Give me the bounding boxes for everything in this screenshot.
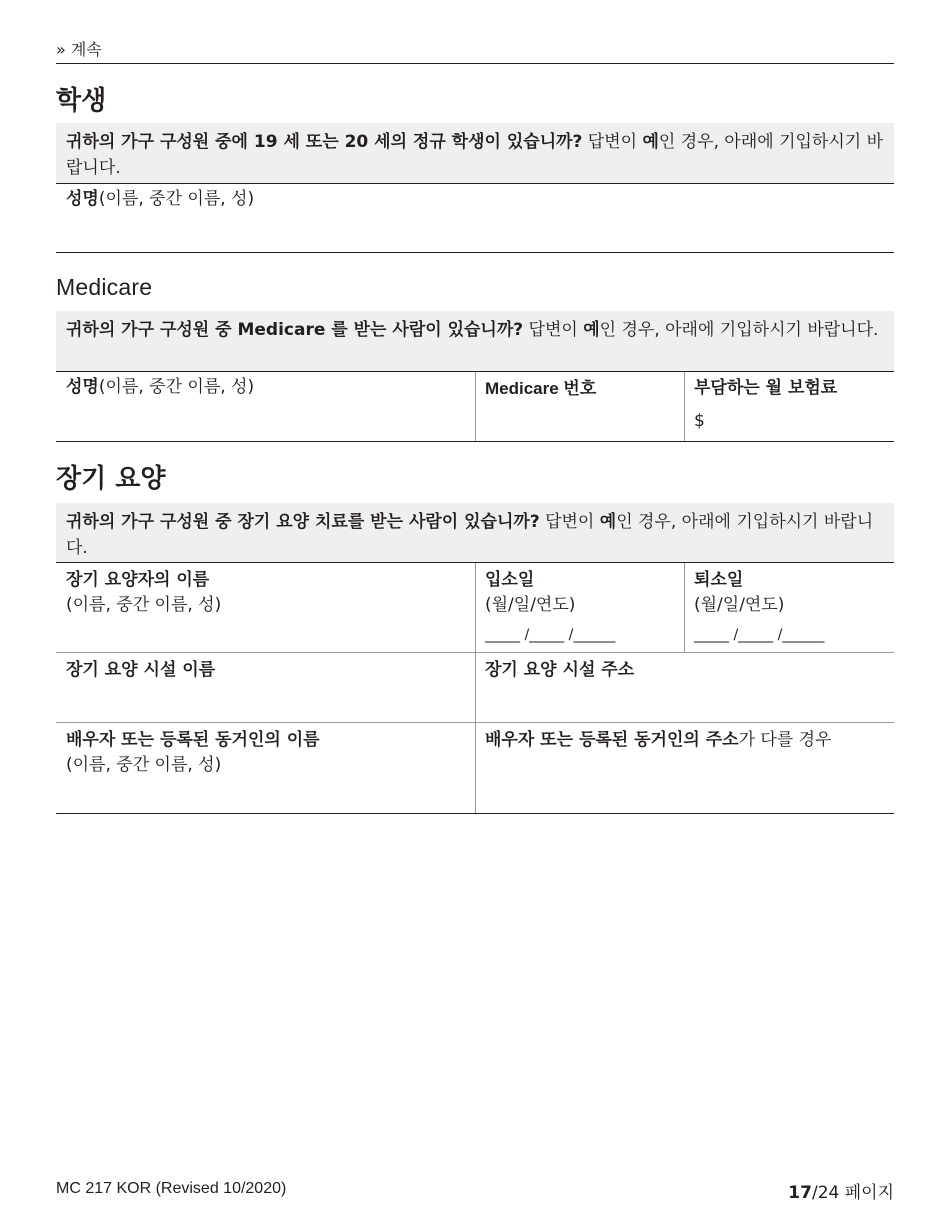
students-question	[56, 123, 894, 184]
ltc-admit-date-field[interactable]	[475, 563, 684, 652]
ltc-resident-name-label: 장기 요양자의 이름	[66, 570, 210, 590]
ltc-spouse-name-hint: (이름, 중간 이름, 성)	[66, 755, 222, 775]
form-id: MC 217 KOR (Revised 10/2020)	[56, 1180, 287, 1197]
ltc-discharge-date-field[interactable]	[684, 563, 894, 652]
medicare-title: Medicare	[56, 274, 153, 300]
ltc-question-rest-1: 답변이	[539, 512, 600, 532]
medicare-question	[56, 311, 894, 372]
students-question-rest-2: 인 경우, 아래에 기입하시기 바랍니다.	[66, 132, 884, 178]
ltc-title: 장기 요양	[56, 464, 166, 494]
medicare-name-field[interactable]	[56, 372, 475, 441]
ltc-spouse-name-label: 배우자 또는 등록된 동거인의 이름	[66, 730, 320, 750]
ltc-discharge-hint: (월/일/연도)	[694, 595, 785, 615]
ltc-facility-address-label: 장기 요양 시설 주소	[485, 660, 635, 680]
ltc-spouse-address-label: 배우자 또는 등록된 동거인의 주소	[485, 730, 739, 750]
ltc-question	[56, 503, 894, 563]
medicare-number-label: Medicare 번호	[485, 379, 597, 398]
ltc-resident-name-field[interactable]	[56, 563, 475, 652]
ltc-admit-date-blank: _____ /_____ /______	[485, 627, 616, 643]
students-question-yes: 예	[642, 132, 659, 152]
ltc-discharge-label: 퇴소일	[694, 570, 744, 590]
students-question-rest-1: 답변이	[582, 132, 643, 152]
ltc-resident-name-hint: (이름, 중간 이름, 성)	[66, 595, 222, 615]
students-title: 학생	[56, 86, 107, 116]
students-table	[56, 184, 894, 253]
medicare-table	[56, 372, 894, 442]
students-name-field[interactable]	[56, 184, 894, 252]
students-name-label: 성명	[66, 189, 99, 209]
medicare-premium-label: 부담하는 월 보험료	[694, 378, 838, 398]
medicare-question-rest-1: 답변이	[523, 320, 584, 340]
ltc-facility-name-label: 장기 요양 시설 이름	[66, 660, 216, 680]
ltc-question-rest-2: 인 경우, 아래에 기입하시기 바랍니다.	[66, 512, 874, 558]
ltc-admit-hint: (월/일/연도)	[485, 595, 576, 615]
continued-label: » 계속	[56, 40, 102, 59]
ltc-spouse-name-field[interactable]	[56, 723, 475, 813]
ltc-divider-main	[475, 563, 476, 813]
medicare-premium-field[interactable]	[684, 372, 894, 441]
ltc-spouse-address-rest: 가 다를 경우	[738, 730, 832, 750]
page-total: /24 페이지	[811, 1183, 894, 1203]
ltc-discharge-date-blank: _____ /_____ /______	[694, 627, 825, 643]
medicare-question-yes: 예	[583, 320, 600, 340]
medicare-question-bold: 귀하의 가구 구성원 중 Medicare 를 받는 사람이 있습니까?	[66, 320, 524, 340]
students-name-hint: (이름, 중간 이름, 성)	[98, 189, 255, 209]
medicare-number-field[interactable]	[475, 372, 684, 441]
page-number	[788, 1178, 894, 1203]
medicare-name-label: 성명	[66, 377, 99, 397]
ltc-question-bold: 귀하의 가구 구성원 중 장기 요양 치료를 받는 사람이 있습니까?	[66, 512, 540, 532]
ltc-table	[56, 563, 894, 814]
top-divider	[56, 63, 894, 64]
page-current: 17	[788, 1183, 812, 1203]
ltc-spouse-address-field[interactable]	[475, 723, 894, 813]
medicare-question-rest-2: 인 경우, 아래에 기입하시기 바랍니다.	[599, 320, 879, 340]
ltc-facility-address-field[interactable]	[475, 653, 894, 722]
students-question-bold: 귀하의 가구 구성원 중에 19 세 또는 20 세의 정규 학생이 있습니까?	[66, 132, 583, 152]
medicare-name-hint: (이름, 중간 이름, 성)	[98, 377, 255, 397]
medicare-premium-symbol: $	[694, 411, 705, 431]
ltc-question-yes: 예	[599, 512, 617, 532]
ltc-admit-label: 입소일	[485, 570, 535, 590]
ltc-facility-name-field[interactable]	[56, 653, 475, 722]
